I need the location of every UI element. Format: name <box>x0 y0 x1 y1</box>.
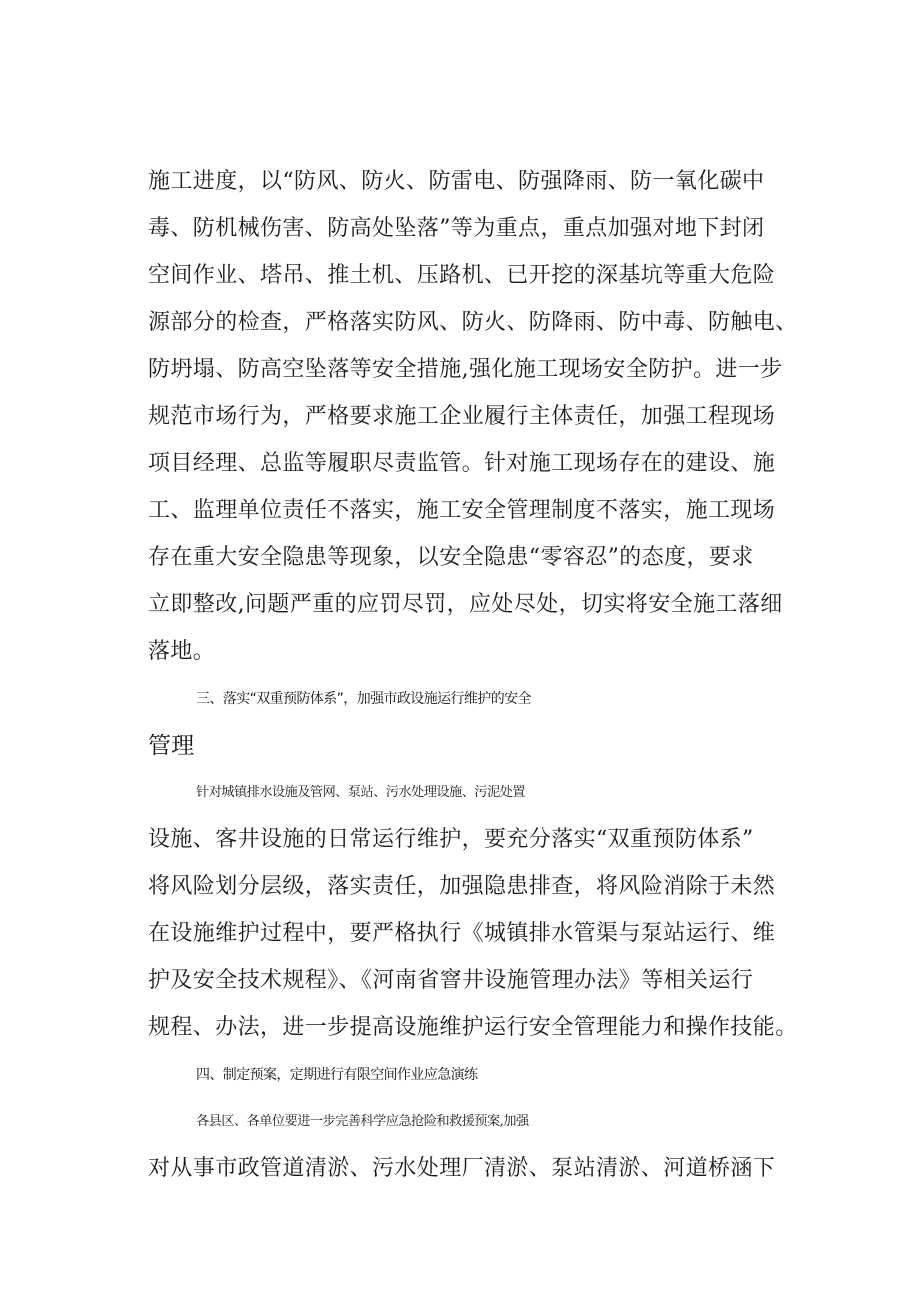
text-line: 护及安全技术规程》、《河南省窨井设施管理办法》等相关运行 <box>148 968 754 993</box>
text-line: 防坍塌、防高空坠落等安全措施,强化施工现场安全防护。进一步 <box>148 357 783 382</box>
text-line: 规程、办法，进一步提高设施维护运行安全管理能力和操作技能。 <box>148 1015 798 1040</box>
text-line: 设施、客井设施的日常运行维护，要充分落实“双重预防体系” <box>148 827 754 852</box>
text-line: 立即整改,问题严重的应罚尽罚，应处尽处，切实将安全施工落细 <box>148 592 783 617</box>
text-line: 存在重大安全隐患等现象，以安全隐患“零容忍”的态度，要求 <box>148 545 754 570</box>
section-4-heading: 四、制定预案，定期进行有限空间作业应急演练 <box>196 1067 478 1083</box>
text-line: 在设施维护过程中，要严格执行《城镇排水管渠与泵站运行、维 <box>148 921 776 946</box>
text-line: 毒、防机械伤害、防高处坠落”等为重点，重点加强对地下封闭 <box>148 216 765 241</box>
text-line: 对从事市政管道清淤、污水处理厂清淤、泵站清淤、河道桥涵下 <box>148 1156 776 1181</box>
text-line: 针对城镇排水设施及管网、泵站、污水处理设施、污泥处置 <box>196 785 525 800</box>
text-line: 源部分的检查，严格落实防风、防火、防降雨、防中毒、防触电、 <box>148 310 798 335</box>
heading-line: 三、落实“双重预防体系”，加强市政设施运行维护的安全 <box>196 691 531 707</box>
text-line: 各县区、各单位要进一步完善科学应急抢险和救援预案,加强 <box>196 1114 529 1129</box>
text-line: 落地。 <box>148 639 216 664</box>
text-line: 工、监理单位责任不落实，施工安全管理制度不落实，施工现场 <box>148 498 776 523</box>
text-line: 施工进度，以“防风、防火、防雷电、防强降雨、防一氧化碳中 <box>148 169 765 194</box>
text-line: 规范市场行为，严格要求施工企业履行主体责任，加强工程现场 <box>148 404 776 429</box>
text-line: 项目经理、总监等履职尽责监管。针对施工现场存在的建设、施 <box>148 451 776 476</box>
text-line: 将风险划分层级，落实责任，加强隐患排查，将风险消除于未然 <box>148 874 776 899</box>
heading-line: 管理 <box>148 733 195 759</box>
text-line: 空间作业、塔吊、推土机、压路机、已开挖的深基坑等重大危险 <box>148 263 776 288</box>
